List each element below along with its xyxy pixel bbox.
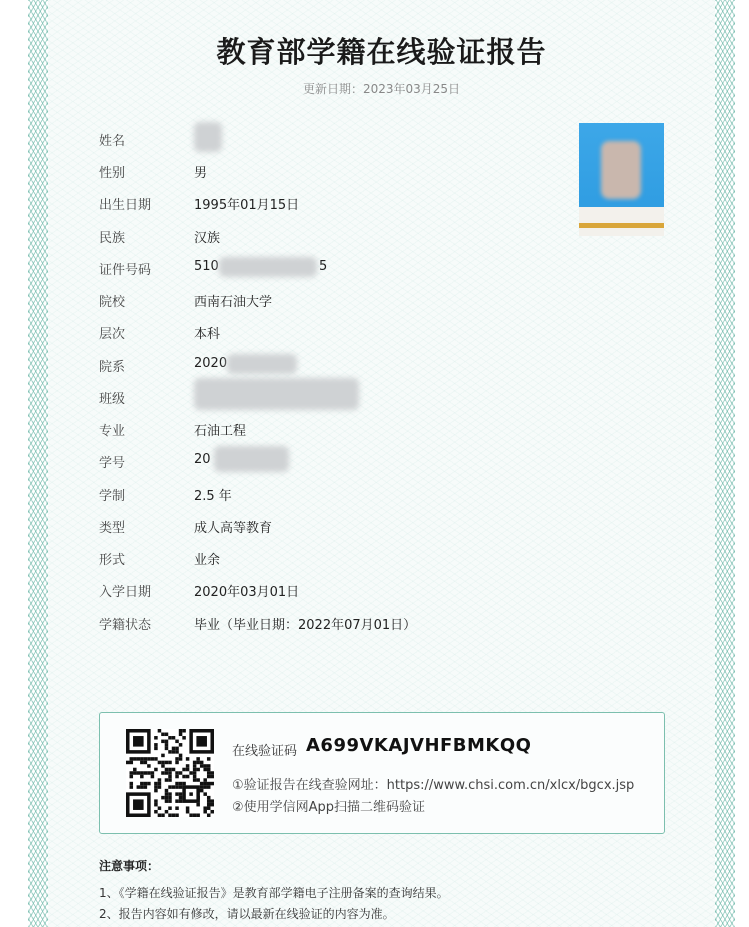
photo-stripe	[579, 223, 664, 228]
verification-code-label: 在线验证码	[232, 744, 298, 759]
redaction-blur	[214, 446, 289, 472]
field-value: 20	[194, 452, 211, 467]
update-date: 更新日期：2023年03月25日	[302, 82, 461, 96]
redaction-blur	[194, 378, 359, 410]
note-item: 1、《学籍在线验证报告》是教育部学籍电子注册备案的查询结果。	[99, 886, 449, 900]
report-title: 教育部学籍在线验证报告	[216, 35, 547, 69]
redaction-blur	[194, 122, 222, 152]
field-label: 证件号码	[99, 263, 152, 278]
field-value: 毕业（毕业日期：2022年07月01日）	[194, 618, 417, 633]
field-value: 西南石油大学	[194, 295, 273, 310]
field-value: 本科	[194, 327, 221, 342]
field-value: 业余	[194, 553, 221, 568]
redaction-blur	[227, 354, 297, 374]
field-value-end: 5	[319, 259, 328, 274]
photo-shirt	[579, 207, 664, 236]
field-label: 性别	[99, 166, 126, 181]
decorative-border-right	[715, 0, 735, 927]
field-value: 2020年03月01日	[194, 585, 300, 600]
field-value: 男	[194, 166, 208, 181]
field-value: 510	[194, 259, 219, 274]
field-label: 专业	[99, 424, 126, 439]
field-value: 石油工程	[194, 424, 247, 439]
field-value: 成人高等教育	[194, 521, 273, 536]
student-photo	[579, 123, 664, 236]
note-item: 2、报告内容如有修改，请以最新在线验证的内容为准。	[99, 907, 395, 921]
field-value: 2020	[194, 356, 228, 371]
field-value: 1995年01月15日	[194, 198, 300, 213]
redaction-blur	[219, 257, 317, 277]
verification-url-line[interactable]: ①验证报告在线查验网址：https://www.chsi.com.cn/xlcx/bgcx.jsp	[232, 778, 635, 793]
notes-title: 注意事项：	[99, 859, 160, 873]
field-value: 2.5 年	[194, 489, 232, 504]
verification-code: A699VKAJVHFBMKQQ	[306, 735, 532, 756]
field-label: 出生日期	[99, 198, 152, 213]
field-value: 汉族	[194, 231, 221, 246]
photo-face-blur	[601, 141, 641, 199]
field-label: 形式	[99, 553, 126, 568]
qr-code-icon[interactable]	[126, 729, 214, 817]
field-label: 民族	[99, 231, 126, 246]
field-label: 层次	[99, 327, 126, 342]
verification-app-line: ②使用学信网App扫描二维码验证	[232, 800, 426, 815]
decorative-border-left	[28, 0, 48, 927]
field-label: 学制	[99, 489, 126, 504]
field-label: 姓名	[99, 134, 126, 149]
verification-box	[99, 712, 665, 834]
field-label: 学籍状态	[99, 618, 152, 633]
field-label: 学号	[99, 456, 126, 471]
field-label: 院系	[99, 360, 126, 375]
field-label: 班级	[99, 392, 126, 407]
field-label: 类型	[99, 521, 126, 536]
field-label: 院校	[99, 295, 126, 310]
field-label: 入学日期	[99, 585, 152, 600]
certificate	[48, 0, 715, 927]
